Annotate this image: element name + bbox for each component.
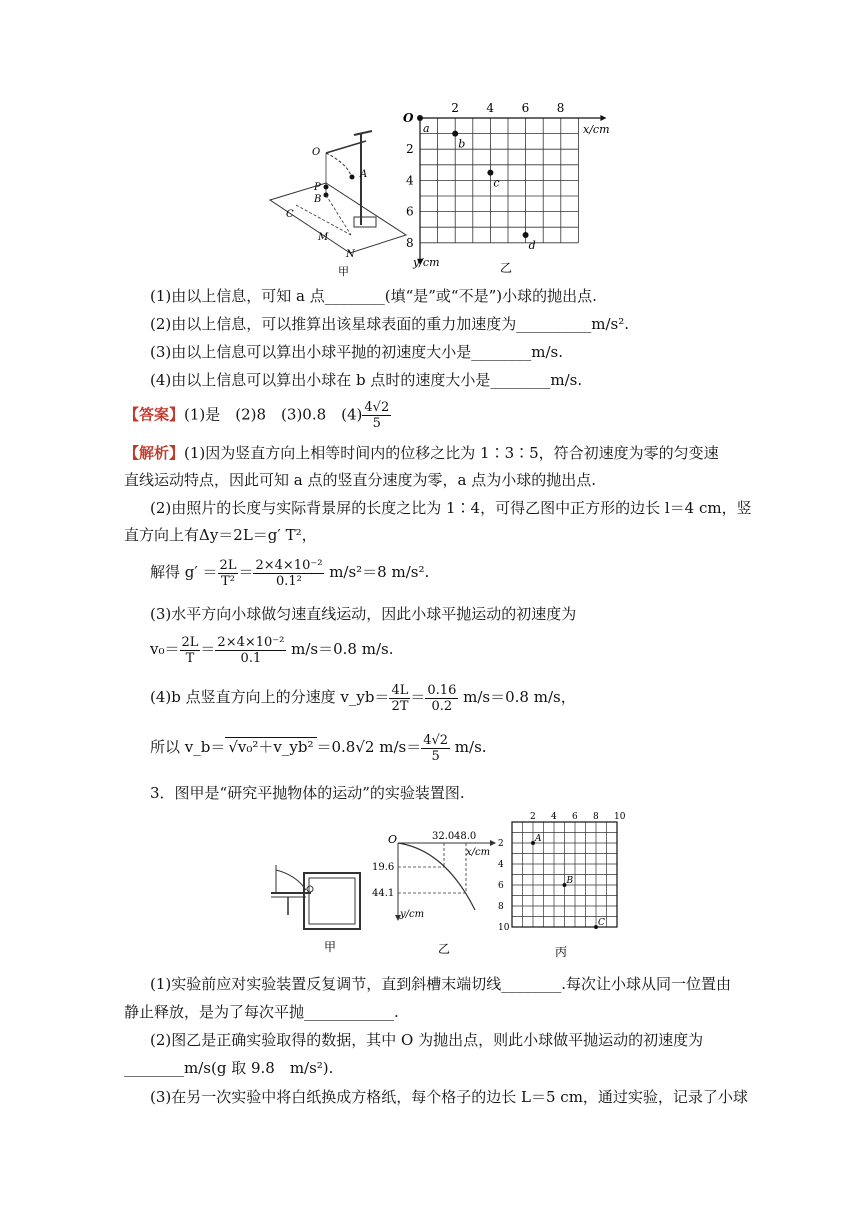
- analysis-p4a: (4)b 点竖直方向上的分速度 v_yb＝ $\frac{4L}{2T}$ ＝ $\frac{0.16}{0.2}$ m/s＝0.8 m/s，: [150, 682, 576, 714]
- grid3-x-tick: 2: [530, 812, 536, 822]
- plot3-x-val-1: 32.0: [432, 831, 455, 842]
- apparatus-label-m: M: [318, 232, 329, 243]
- grid3-y-tick: 4: [498, 860, 504, 870]
- apparatus-figure-jia: [266, 125, 416, 280]
- problem3-q2a: (2)图乙是正确实验取得的数据，其中 O 为抛出点，则此小球做平抛运动的初速度为: [150, 1031, 704, 1049]
- plot3-x-label: x/cm: [466, 847, 491, 858]
- grid3-x-tick: 4: [551, 812, 557, 822]
- problem3-intro: 3．图甲是“研究平抛物体的运动”的实验装置图.: [150, 784, 465, 802]
- analysis-p1b: 直线运动特点，因此可知 a 点的竖直分速度为零，a 点为小球的抛出点.: [124, 471, 596, 489]
- fig3-caption-bing: 丙: [555, 945, 568, 959]
- analysis-p4b: 所以 v_b＝ √v₀²＋v_yb² ＝0.8√2 m/s＝ $\frac{4√2}{5}$ m/s.: [150, 732, 487, 764]
- grid3-y-tick: 8: [498, 902, 504, 912]
- grid3-x-tick: 10: [614, 812, 625, 822]
- analysis-p1a: 【解析】(1)因为竖直方向上相等时间内的位移之比为 1∶3∶5，符合初速度为零的匀变速: [124, 444, 719, 462]
- analysis-p3a: (3)水平方向小球做匀速直线运动，因此小球平抛运动的初速度为: [150, 605, 577, 623]
- grid-y-label: y/cm: [413, 256, 440, 269]
- plot3-y-val-2: 44.1: [372, 888, 395, 899]
- analysis-p2b: 直方向上有Δy＝2L＝g′ T²，: [124, 526, 317, 544]
- caption-jia: 甲: [338, 265, 349, 278]
- trajectory-grid-yi: [395, 100, 640, 280]
- trajectory-point-d: [523, 232, 529, 238]
- grid3-x-tick: 6: [572, 812, 578, 822]
- trajectory-plot-3-yi: [360, 825, 500, 960]
- question-1-1: (1)由以上信息，可知 a 点________(填“是”或“不是”)小球的抛出点.: [150, 287, 597, 305]
- plot3-x-val-2: 48.0: [454, 831, 477, 842]
- grid3-y-tick: 6: [498, 881, 504, 891]
- apparatus-label-b: B: [314, 194, 322, 205]
- trajectory-point-label: d: [528, 239, 536, 252]
- apparatus-label-c: C: [286, 209, 294, 220]
- apparatus-label-o: O: [312, 147, 321, 158]
- problem3-q1a: (1)实验前应对实验装置反复调节，直到斜槽末端切线________.每次让小球从同一位置由: [150, 975, 732, 993]
- question-1-3: (3)由以上信息可以算出小球平抛的初速度大小是________m/s.: [150, 343, 563, 361]
- analysis-p2c: 解得 g′ ＝ $\frac{2L}{\text{T²}}$ ＝ $\frac{\text{2×4×10⁻²}}{\text{0.1²}}$ m/s²＝8 m/s².: [150, 557, 430, 589]
- trajectory-point-b: [452, 131, 458, 137]
- answer-text: (1)是 (2)8 (3)0.8 (4): [184, 405, 363, 424]
- trajectory-point-label: b: [458, 137, 466, 151]
- problem3-q1b: 静止释放，是为了每次平抛____________.: [124, 1003, 399, 1021]
- problem3-q3a: (3)在另一次实验中将白纸换成方格纸，每个格子的边长 L＝5 cm，通过实验，记录了小球: [150, 1088, 748, 1106]
- plot3-y-val-1: 19.6: [372, 862, 395, 873]
- plot3-y-label: y/cm: [400, 909, 425, 920]
- grid-y-tick: 6: [406, 204, 414, 219]
- grid-x-tick: 8: [556, 101, 565, 115]
- plot3-origin: O: [388, 833, 398, 846]
- grid3-point-label: C: [598, 918, 605, 928]
- analysis-tag: 【解析】: [124, 444, 185, 462]
- grid3-point-label: B: [566, 876, 574, 886]
- answer-line: [124, 400, 391, 431]
- grid-y-tick: 8: [406, 235, 414, 250]
- fig3-caption-jia: 甲: [324, 940, 337, 954]
- trajectory-point-label: a: [423, 122, 430, 135]
- grid3-y-tick: 10: [498, 923, 510, 933]
- question-1-4: (4)由以上信息可以算出小球在 b 点时的速度大小是________m/s.: [150, 371, 583, 389]
- grid-x-tick: 2: [451, 101, 459, 115]
- grid3-point-label: A: [535, 834, 542, 844]
- grid-y-tick: 4: [406, 173, 414, 188]
- trajectory-point-a: [417, 115, 423, 121]
- fig3-caption-yi: 乙: [438, 942, 451, 956]
- analysis-p3b: v₀＝ $\frac{2L}{T}$ ＝ $\frac{\text{2×4×10⁻²}}{0.1}$ m/s＝0.8 m/s.: [150, 634, 394, 666]
- grid-origin: O: [403, 111, 414, 125]
- question-1-2: (2)由以上信息，可以推算出该星球表面的重力加速度为__________m/s².: [150, 315, 630, 333]
- apparatus-label-n: N: [346, 249, 355, 260]
- grid-y-tick: 2: [406, 142, 414, 157]
- grid3-y-tick: 2: [498, 839, 504, 849]
- apparatus-label-a: A: [360, 169, 368, 180]
- grid3-x-tick: 8: [593, 812, 599, 822]
- grid-x-label: x/cm: [583, 123, 610, 136]
- grid-figure-3-bing: [495, 810, 625, 960]
- trajectory-point-label: c: [493, 176, 500, 190]
- problem3-q2b: ________m/s(g 取 9.8 m/s²).: [124, 1059, 334, 1077]
- apparatus-label-p: P: [314, 182, 321, 193]
- answer-fraction: $\frac{4√2}{5}$: [364, 400, 390, 431]
- trajectory-point-c: [487, 170, 493, 176]
- grid-x-tick: 4: [486, 101, 495, 115]
- analysis-p2a: (2)由照片的长度与实际背景屏的长度之比为 1∶4，可得乙图中正方形的边长 l＝4 cm，竖: [150, 499, 752, 517]
- caption-yi: 乙: [500, 261, 513, 275]
- grid-x-tick: 6: [521, 101, 530, 115]
- answer-tag: 【答案】: [124, 405, 185, 424]
